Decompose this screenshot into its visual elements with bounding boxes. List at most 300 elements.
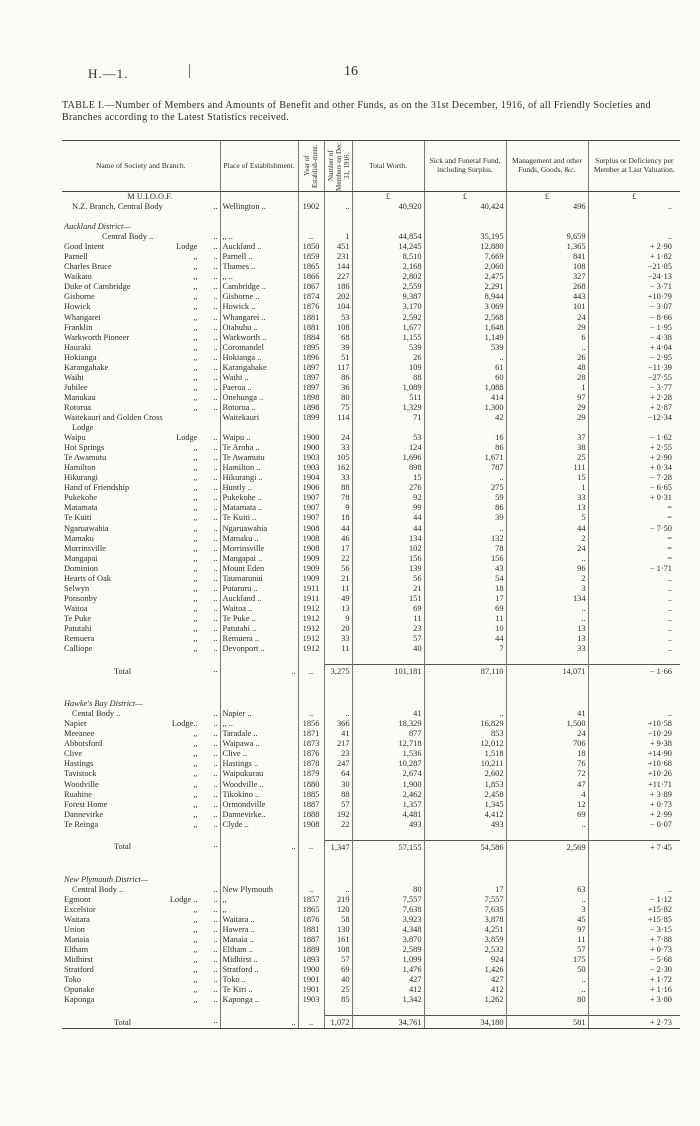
branch-name-text: Karangahake [64,362,109,372]
table-row [62,333,680,343]
cell-members: 36 [324,383,352,393]
cell-year: 1903 [298,453,324,463]
cell-worth: 71 [352,413,424,423]
cell-members: 105 [324,453,352,463]
branch-name-text: Dannevirke [64,809,104,819]
cell-worth: 1,089 [352,383,424,393]
branch-name-text: Egmont [64,894,91,904]
cell-surplus: − 5·68 [588,955,680,965]
lodge-label: ,, [193,613,198,623]
branch-name [62,252,220,262]
cell-members: 25 [324,985,352,995]
cell-year: 1871 [298,729,324,739]
cell-year: 1897 [298,363,324,373]
lodge-label: ,, [193,262,198,272]
leader-dots: .. [213,840,218,850]
cell-surplus: .. [588,594,680,604]
cell-members: 80 [324,393,352,403]
cell-worth: 1,677 [352,323,424,333]
cell-place: Auckland .. [220,242,298,252]
cell-place: ,, .. [220,272,298,282]
cell-sick: 2,568 [424,313,506,323]
cell-sick: 1,648 [424,323,506,333]
cell-members: 86 [324,373,352,383]
cell-sick: 54 [424,574,506,584]
cell-place: Ormondville [220,800,298,810]
leader-dots: .. [213,769,218,779]
cell-surplus: − 8·66 [588,313,680,323]
cell-year: 1859 [298,252,324,262]
cell-year: 1857 [298,895,324,905]
cell-sick: 44 [424,634,506,644]
cell-members: .. [324,202,352,212]
cell-mgmt: .. [506,820,588,830]
branch-name-text: Te Reinga [64,819,99,829]
branch-name [62,272,220,282]
cell-worth: 40,920 [352,202,424,212]
table-row [62,925,680,935]
branch-name [62,925,220,935]
cell-members: 114 [324,413,352,423]
cell-worth: 4,348 [352,925,424,935]
branch-name-text: Selwyn [64,583,90,593]
branch-name [62,800,220,810]
cell-surplus: − 6·65 [588,483,680,493]
cell-surplus: .. [588,574,680,584]
cell-members: 13 [324,604,352,614]
cell-members: 21 [324,574,352,584]
cell-mgmt: 327 [506,272,588,282]
cell-place [220,423,298,433]
branch-name-text: Waihi [64,372,84,382]
cell-sick: .. [424,709,506,719]
society-title: M U.I.O.O.F. [127,192,173,201]
table-row [62,644,680,654]
leader-dots: .. [213,573,218,583]
table-row [62,363,680,373]
cell-sick: 43 [424,564,506,574]
table-body [62,192,680,1029]
cell-members: 108 [324,323,352,333]
cell-surplus: .. [588,604,680,614]
table-row [62,955,680,965]
cell-surplus: .. [588,584,680,594]
cell-members: 1 [324,232,352,242]
cell-surplus: −27·55 [588,373,680,383]
lodge-label: ,, [193,623,198,633]
branch-name [62,333,220,343]
cell-surplus: − 7·50 [588,524,680,534]
cell-members: 227 [324,272,352,282]
branch-name [62,363,220,373]
cell-worth: 12,718 [352,739,424,749]
cell-sick: 78 [424,544,506,554]
cell-worth: 2,674 [352,769,424,779]
cell-year: 1899 [298,413,324,423]
leader-dots: .. [213,583,218,593]
cell-worth: 41 [352,709,424,719]
cell-surplus: − 7·28 [588,473,680,483]
branch-name-text: Forest Home [64,799,108,809]
cell-year: 1908 [298,820,324,830]
cell-worth: 88 [352,373,424,383]
branch-name [62,483,220,493]
branch-name-text: Manaia [64,935,90,945]
table-row [62,373,680,383]
cell-place: Taradale .. [220,729,298,739]
table-row [62,820,680,830]
leader-dots: .. [213,282,218,292]
cell-surplus: .. [588,232,680,242]
cell-sick: 61 [424,363,506,373]
cell-mgmt: 29 [506,413,588,423]
cell-surplus: + 0·34 [588,463,680,473]
leader-dots: .. [213,563,218,573]
cell-members: 57 [324,955,352,965]
cell-surplus: −11·39 [588,363,680,373]
cell-year: 1887 [298,935,324,945]
cell-year: 1881 [298,925,324,935]
cell-mgmt: 69 [506,810,588,820]
cell-year: .. [298,709,324,719]
leader-dots: .. [213,362,218,372]
cell-sick: .. [424,524,506,534]
leader-dots: .. [213,262,218,272]
branch-name-text: Hearts of Oak [64,573,111,583]
branch-name-text: Waikato [64,272,92,282]
cell-worth: 134 [352,534,424,544]
branch-name [62,534,220,544]
branch-name [62,473,220,483]
cell-sick: 4,251 [424,925,506,935]
spacer-row [62,212,680,222]
cell-members: 33 [324,634,352,644]
total-row [62,840,680,853]
cell-surplus: +10·26 [588,769,680,779]
cell-year: 1907 [298,493,324,503]
branch-name [62,885,220,895]
lodge-label: ,, [193,292,198,302]
cell-worth: 1,342 [352,995,424,1005]
cell-members: 22 [324,820,352,830]
cell-place: Stratford .. [220,965,298,975]
cell-members: 108 [324,945,352,955]
cell-worth: 10,287 [352,759,424,769]
leader-dots: .. [213,935,218,945]
table-row [62,383,680,393]
table-row [62,503,680,513]
table-row [62,739,680,749]
cell-year: 1876 [298,915,324,925]
leader-dots: .. [213,799,218,809]
branch-name-text: Good Intent [64,242,105,252]
cell-mgmt: 24 [506,544,588,554]
cell-place: Te Awamutu [220,453,298,463]
cell-place: Gisborne .. [220,292,298,302]
cell-year: 1878 [298,759,324,769]
cell-place: ,, .. [220,232,298,242]
cell-surplus: .. [588,202,680,212]
cell-worth: 1,155 [352,333,424,343]
branch-name-text: Tavistock [64,769,97,779]
cell-surplus: + 0·31 [588,493,680,503]
cell-place: Matamata .. [220,503,298,513]
cell-place: Waihi .. [220,373,298,383]
header-mgmt: Management and other Funds, Goods, &c. [506,141,588,192]
cell-surplus: + 7·45 [588,840,680,853]
cell-worth: 57,155 [352,840,424,853]
district-heading-row [62,875,680,885]
cell-surplus: + 4·04 [588,343,680,353]
cell-mgmt: 3 [506,905,588,915]
cell-place: .. [220,840,298,853]
table-row [62,885,680,895]
cell-mgmt: 2 [506,534,588,544]
branch-name-text: Waitara [64,915,90,924]
leader-dots: .. [213,202,218,212]
branch-name [62,564,220,574]
leader-dots: .. [213,302,218,312]
cell-surplus: − 3·71 [588,282,680,292]
cell-worth: 21 [352,584,424,594]
leader-dots: .. [213,312,218,322]
lodge-label: Lodge.. [171,719,198,729]
table-row [62,574,680,584]
branch-name-text: Hot Springs [64,443,105,453]
lodge-label: ,, [193,463,198,473]
cell-surplus: +15·82 [588,905,680,915]
cell-sick: 4,412 [424,810,506,820]
cell-worth: 56 [352,574,424,584]
lodge-label: ,, [193,634,198,644]
lodge-label: ,, [193,809,198,819]
cell-place: Waitoa .. [220,604,298,614]
leader-dots: .. [213,493,218,503]
cell-year: 1897 [298,383,324,393]
cell-sick [424,423,506,433]
cell-members: 46 [324,534,352,544]
cell-sick: 3 069 [424,302,506,312]
cell-sick: 1,518 [424,749,506,759]
cell-worth: 1,357 [352,800,424,810]
branch-name-text: Howick [64,302,91,312]
cell-year: 1897 [298,373,324,383]
cell-place: Paeroa .. [220,383,298,393]
branch-name [62,594,220,604]
branch-name [62,790,220,800]
cell-year: 1901 [298,975,324,985]
cell-year: 1912 [298,624,324,634]
cell-sick: 132 [424,534,506,544]
cell-place: Remuera .. [220,634,298,644]
cell-surplus: = [588,544,680,554]
cell-place: Woodville .. [220,780,298,790]
cell-worth: 3,870 [352,935,424,945]
cell-worth: 3,170 [352,302,424,312]
cell-members: 75 [324,403,352,413]
cell-mgmt: 97 [506,925,588,935]
cell-members: 17 [324,544,352,554]
cell-worth: 539 [352,343,424,353]
branch-name [62,423,220,433]
table-row [62,282,680,292]
cell-worth: 92 [352,493,424,503]
cell-members: 104 [324,302,352,312]
leader-dots: .. [213,789,218,799]
cell-members: 40 [324,975,352,985]
cell-worth: 109 [352,363,424,373]
branch-name [62,895,220,905]
cell-place: Mamaku .. [220,534,298,544]
cell-surplus: +10·68 [588,759,680,769]
leader-dots: .. [213,623,218,633]
table-row [62,729,680,739]
cell-sick: 156 [424,554,506,564]
cell-year: .. [298,1016,324,1029]
cell-year: 1908 [298,524,324,534]
lodge-label: ,, [193,603,198,613]
cell-worth: 11 [352,614,424,624]
cell-mgmt: 101 [506,302,588,312]
branch-name-text: Hokianga [64,352,97,362]
cell-worth: 1,329 [352,403,424,413]
leader-dots: .. [213,884,218,894]
cell-surplus: − 1·66 [588,665,680,678]
total-row [62,665,680,678]
table-row [62,719,680,729]
leader-dots: .. [213,523,218,533]
table-row [62,790,680,800]
branch-name-text: Waitoa [64,603,88,613]
leader-dots: .. [213,644,218,654]
cell-members: 117 [324,363,352,373]
cell-members: 144 [324,262,352,272]
leader-dots: .. [213,392,218,402]
cell-sick: 539 [424,343,506,353]
cell-worth: 412 [352,985,424,995]
cell-surplus: = [588,513,680,523]
cell-mgmt: 47 [506,780,588,790]
cell-surplus: +11·71 [588,780,680,790]
cell-mgmt: 841 [506,252,588,262]
branch-name [62,739,220,749]
cell-members: 58 [324,915,352,925]
leader-dots: .. [213,503,218,513]
leader-dots: .. [213,634,218,644]
cell-mgmt: 3 [506,584,588,594]
cell-members [324,423,352,433]
table-row [62,343,680,353]
cell-place: Warkworth .. [220,333,298,343]
cell-year: 1893 [298,955,324,965]
lodge-label: ,, [193,915,198,924]
cell-mgmt: 496 [506,202,588,212]
cell-worth: 276 [352,483,424,493]
lodge-label: ,, [193,644,198,654]
cell-worth: 44 [352,513,424,523]
table-row [62,433,680,443]
branch-name [62,945,220,955]
cell-surplus: .. [588,614,680,624]
cell-surplus: + 1·16 [588,985,680,995]
spacer-row [62,830,680,841]
table-row [62,975,680,985]
table-row [62,554,680,564]
cell-members: 130 [324,925,352,935]
cell-members: 217 [324,739,352,749]
branch-name [62,624,220,634]
cell-mgmt: 706 [506,739,588,749]
branch-name-text: Calliope [64,644,93,654]
cell-worth: 493 [352,820,424,830]
branch-name [62,403,220,413]
cell-mgmt: 581 [506,1016,588,1029]
cell-worth: 1,696 [352,453,424,463]
cell-members: 33 [324,443,352,453]
branch-name-text: Ruahine [64,789,92,799]
cell-sick: 40,424 [424,202,506,212]
district-heading-row [62,222,680,232]
cell-members: 68 [324,333,352,343]
cell-place: Thames .. [220,262,298,272]
leader-dots: .. [213,894,218,904]
lodge-label: ,, [193,503,198,513]
leader-dots: .. [213,232,218,242]
cell-mgmt: 45 [506,915,588,925]
cell-place: Parnell .. [220,252,298,262]
cell-worth: 34,761 [352,1016,424,1029]
cell-surplus: + 9·38 [588,739,680,749]
cell-surplus: − 3·15 [588,925,680,935]
cell-mgmt: 44 [506,524,588,534]
cell-worth: 877 [352,729,424,739]
cell-year: 1866 [298,272,324,282]
cell-mgmt [506,423,588,433]
cell-surplus: + 3·80 [588,995,680,1005]
lodge-label: ,, [193,272,198,282]
leader-dots: .. [213,809,218,819]
table-row [62,965,680,975]
cell-place: Devonport .. [220,644,298,654]
cell-sick: 275 [424,483,506,493]
branch-name-text: Eltham [64,945,89,955]
cell-members: 88 [324,483,352,493]
header-sick: Sick and Funeral Fund, including Surplus. [424,141,506,192]
cell-place: Te Puke .. [220,614,298,624]
cell-place: Waipawa .. [220,739,298,749]
branch-name [62,292,220,302]
branch-name [62,604,220,614]
cell-mgmt: 2,569 [506,840,588,853]
cell-sick: 34,180 [424,1016,506,1029]
branch-name [62,759,220,769]
header-year [298,141,324,192]
cell-sick: 7,557 [424,895,506,905]
leader-dots: .. [213,759,218,769]
leader-dots: .. [213,513,218,523]
cell-year: 1889 [298,945,324,955]
cell-sick: 54,586 [424,840,506,853]
scan-mark [189,64,190,78]
cell-mgmt: 25 [506,453,588,463]
cell-members: 85 [324,995,352,1005]
pound-sign: £ [588,192,680,203]
branch-name-text: Charles Bruce [64,262,112,272]
branch-name-text: Hamilton [64,463,96,473]
cell-worth: 1,536 [352,749,424,759]
cell-place: Pukekohe .. [220,493,298,503]
leader-dots: .. [213,292,218,302]
